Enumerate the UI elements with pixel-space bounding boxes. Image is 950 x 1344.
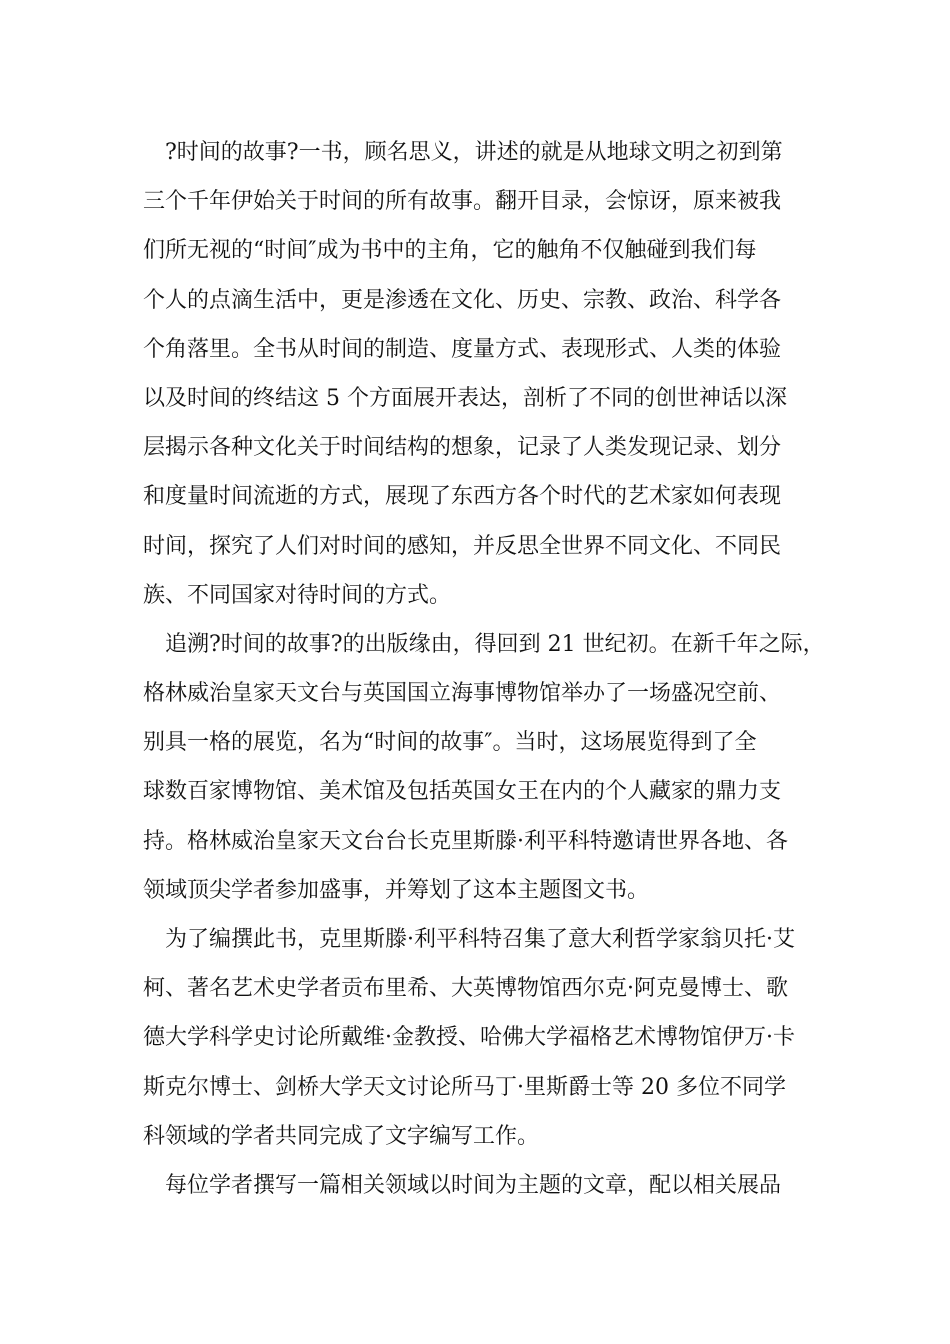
text-line: 每位学者撰写一篇相关领域以时间为主题的文章，配以相关展品 <box>165 1172 782 1198</box>
text-line: 德大学科学史讨论所戴维·金教授、哈佛大学福格艺术博物馆伊万·卡 <box>143 1025 795 1051</box>
text-line: 持。格林威治皇家天文台台长克里斯滕·利平科特邀请世界各地、各 <box>143 828 788 854</box>
text-line: 科领域的学者共同完成了文字编写工作。 <box>143 1123 540 1149</box>
text-line: 们所无视的“时间″成为书中的主角，它的触角不仅触碰到我们每 <box>143 238 757 264</box>
text-line: 斯克尔博士、剑桥大学天文讨论所马丁·里斯爵士等 20 多位不同学 <box>143 1074 786 1100</box>
paragraph-1 <box>143 128 811 620</box>
paragraph-3 <box>143 915 811 1161</box>
text-line: 别具一格的展览，名为“时间的故事″。当时，这场展览得到了全 <box>143 730 757 756</box>
text-line: ?时间的故事?一书，顾名思义，讲述的就是从地球文明之初到第 <box>165 140 783 165</box>
text-line: 个人的点滴生活中，更是渗透在文化、历史、宗教、政治、科学各 <box>143 287 782 313</box>
text-line: 和度量时间流逝的方式，展现了东西方各个时代的艺术家如何表现 <box>143 484 782 510</box>
text-line: 格林威治皇家天文台与英国国立海事博物馆举办了一场盛况空前、 <box>143 681 782 707</box>
text-line: 为了编撰此书，克里斯滕·利平科特召集了意大利哲学家翁贝托·艾 <box>165 927 795 952</box>
paragraph-2 <box>143 620 825 915</box>
text-line: 层揭示各种文化关于时间结构的想象，记录了人类发现记录、划分 <box>143 435 782 461</box>
text-line: 球数百家博物馆、美术馆及包括英国女王在内的个人藏家的鼎力支 <box>143 779 782 805</box>
text-line: 追溯?时间的故事?的出版缘由，得回到 21 世纪初。在新千年之际， <box>165 631 825 657</box>
text-line: 领域顶尖学者参加盛事，并筹划了这本主题图文书。 <box>143 877 650 903</box>
text-line: 以及时间的终结这 5 个方面展开表达，剖析了不同的创世神话以深 <box>143 385 787 411</box>
text-line: 个角落里。全书从时间的制造、度量方式、表现形式、人类的体验 <box>143 336 782 362</box>
text-line: 柯、著名艺术史学者贡布里希、大英博物馆西尔克·阿克曼博士、歌 <box>143 976 788 1002</box>
paragraph-4 <box>143 1161 811 1210</box>
document-body <box>143 128 825 1210</box>
text-line: 族、不同国家对待时间的方式。 <box>143 582 452 608</box>
text-line: 时间，探究了人们对时间的感知，并反思全世界不同文化、不同民 <box>143 533 782 559</box>
text-line: 三个千年伊始关于时间的所有故事。翻开目录，会惊讶，原来被我 <box>143 189 782 215</box>
